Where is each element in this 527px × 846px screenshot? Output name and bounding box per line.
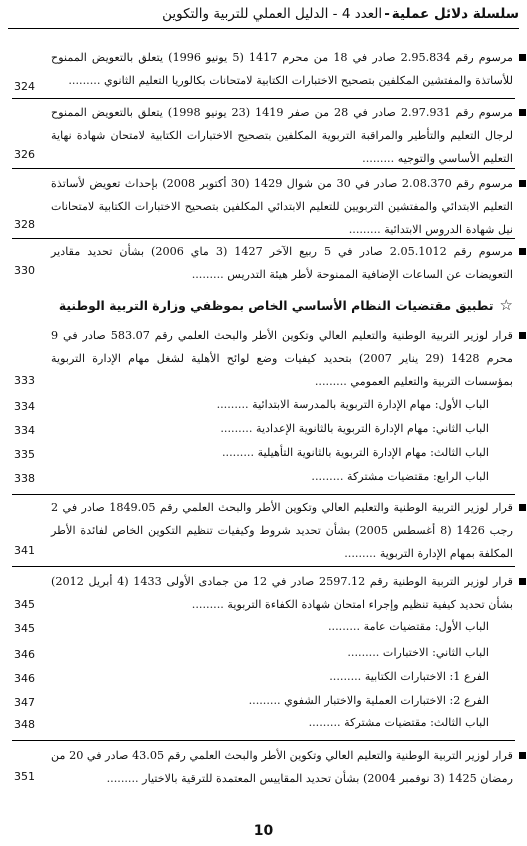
series-title: سلسلة دلائل عملية: [391, 6, 519, 22]
chapter-item: الفرع 2: الاختبارات العملية والاختبار الشفوي .........: [248, 694, 489, 707]
chapter-item: الباب الثالث: مقتضيات مشتركة .........: [308, 716, 489, 729]
entry-text: قرار لوزير التربية الوطنية والتعليم العالي وتكوين الأطر والبحث العلمي رقم 583.07 صادر في 9 محرم 1428 (29 يناير 2007) بتحديد كيفيات وضع لوائح الأهلية لشغل مهام الإدارة التربوية بمؤسسات التربية والتعليم العمومي: [51, 329, 514, 388]
bullet-icon: [519, 752, 526, 759]
section-title: تطبيق مقتضيات النظام الأساسي الخاص بموظفي وزارة التربية الوطنية: [58, 298, 494, 313]
chapter-item: الباب الثاني: الاختبارات .........: [347, 646, 489, 659]
dot-leader: .........: [191, 598, 224, 611]
issue-title: العدد 4 - الدليل العملي للتربية والتكوين: [162, 6, 383, 22]
chapter-item: الباب الثاني: مهام الإدارة التربوية بالثانوية الإعدادية .........: [220, 422, 489, 435]
chapter-item: الفرع 1: الاختبارات الكتابية .........: [329, 670, 489, 683]
bullet-icon: [519, 248, 526, 255]
page-ref: 326: [14, 148, 35, 161]
bullet-icon: [519, 109, 526, 116]
entry-text: قرار لوزير التربية الوطنية رقم 2597.12 صادر في 12 من جمادى الأولى 1433 (4 أبريل 2012) بشأن تحديد كيفية تنظيم وإجراء امتحان شهادة الكفاءة التربوية: [51, 575, 514, 611]
divider: [12, 740, 515, 741]
dot-leader: .........: [191, 268, 224, 281]
bullet-icon: [519, 578, 526, 585]
chapter-item: الباب الأول: مهام الإدارة التربوية بالمدرسة الابتدائية .........: [216, 398, 489, 411]
page-ref: 346: [14, 672, 35, 685]
header-separator: -: [384, 6, 390, 22]
bullet-icon: [519, 504, 526, 511]
bullet-icon: [519, 332, 526, 339]
page-ref: 341: [14, 544, 35, 557]
star-icon: ☆: [499, 296, 513, 314]
page-ref: 334: [14, 424, 35, 437]
dot-leader: .........: [106, 772, 139, 785]
entry-text: مرسوم رقم 2.05.1012 صادر في 5 ربيع الآخر 1427 (3 ماي 2006) بشأن تحديد مقادير التعويضات عن الساعات الإضافية الممنوحة لأطر هيئة التدريس: [51, 245, 513, 281]
entry-text: قرار لوزير التربية الوطنية والتعليم العالي وتكوين الأطر والبحث العلمي رقم 1849.05 صادر في 2 رجب 1426 (8 أغسطس 2005) بشأن تحديد شروط وكيفيات تنظيم التكوين الخاص لفائدة الأطر المكلفة بمهام الإدارة التربوية: [51, 501, 513, 560]
page-ref: 348: [14, 718, 35, 731]
divider: [12, 566, 515, 567]
page-number: 10: [253, 823, 274, 839]
page-ref: 347: [14, 696, 35, 709]
page-ref: 345: [14, 622, 35, 635]
dot-leader: .........: [314, 375, 347, 388]
divider: [12, 168, 515, 169]
page-ref: 351: [14, 770, 35, 783]
section-heading: [59, 296, 513, 314]
page-ref: 328: [14, 218, 35, 231]
page-ref: 324: [14, 80, 35, 93]
bullet-icon: [519, 180, 526, 187]
page-ref: 330: [14, 264, 35, 277]
divider: [12, 98, 515, 99]
chapter-item: الباب الأول: مقتضيات عامة .........: [328, 620, 489, 633]
entry-text: مرسوم رقم 2.97.931 صادر في 28 من صفر 1419 (23 يونيو 1998) يتعلق بالتعويض الممنوح لرجال التعليم والتأطير والمراقبة التربوية المكلفين بتصحيح الاختبارات الكتابية لامتحان شهادة نهاية التعليم الأساسي والتوجيه: [51, 106, 513, 165]
page-ref: 345: [14, 598, 35, 611]
page-ref: 346: [14, 648, 35, 661]
page-ref: 334: [14, 400, 35, 413]
bullet-icon: [519, 54, 526, 61]
running-header: [8, 6, 519, 29]
page-ref: 335: [14, 448, 35, 461]
divider: [12, 494, 515, 495]
dot-leader: .........: [68, 74, 101, 87]
chapter-item: الباب الرابع: مقتضيات مشتركة .........: [311, 470, 489, 483]
dot-leader: .........: [344, 547, 377, 560]
page-ref: 338: [14, 472, 35, 485]
entry-text: مرسوم رقم 2.08.370 صادر في 30 من شوال 1429 (30 أكتوبر 2008) بإحداث تعويض لأساتذة التعليم الابتدائي والمفتشين التربويين للتعليم الابتدائي المكلفين بتصحيح الاختبارات الكتابية لامتحانات نيل شهادة الدروس الابتدائية: [51, 177, 513, 236]
chapter-item: الباب الثالث: مهام الإدارة التربوية بالثانوية التأهيلية .........: [222, 446, 489, 459]
entry-text: قرار لوزير التربية الوطنية والتعليم العالي وتكوين الأطر والبحث العلمي رقم 43.05 صادر في 20 من رمضان 1425 (3 نوفمبر 2004) بشأن تحديد المقاييس المعتمدة للترقية بالاختيار: [51, 749, 513, 785]
page-ref: 333: [14, 374, 35, 387]
dot-leader: .........: [362, 152, 395, 165]
dot-leader: .........: [348, 223, 381, 236]
entry-text: مرسوم رقم 2.95.834 صادر في 18 من محرم 1417 (5 يونيو 1996) يتعلق بالتعويض الممنوح للأساتذة والمفتشين المكلفين بتصحيح الاختبارات الكتابية لامتحانات بكالوريا التعليم الثانوي: [51, 51, 514, 87]
divider: [12, 238, 515, 239]
